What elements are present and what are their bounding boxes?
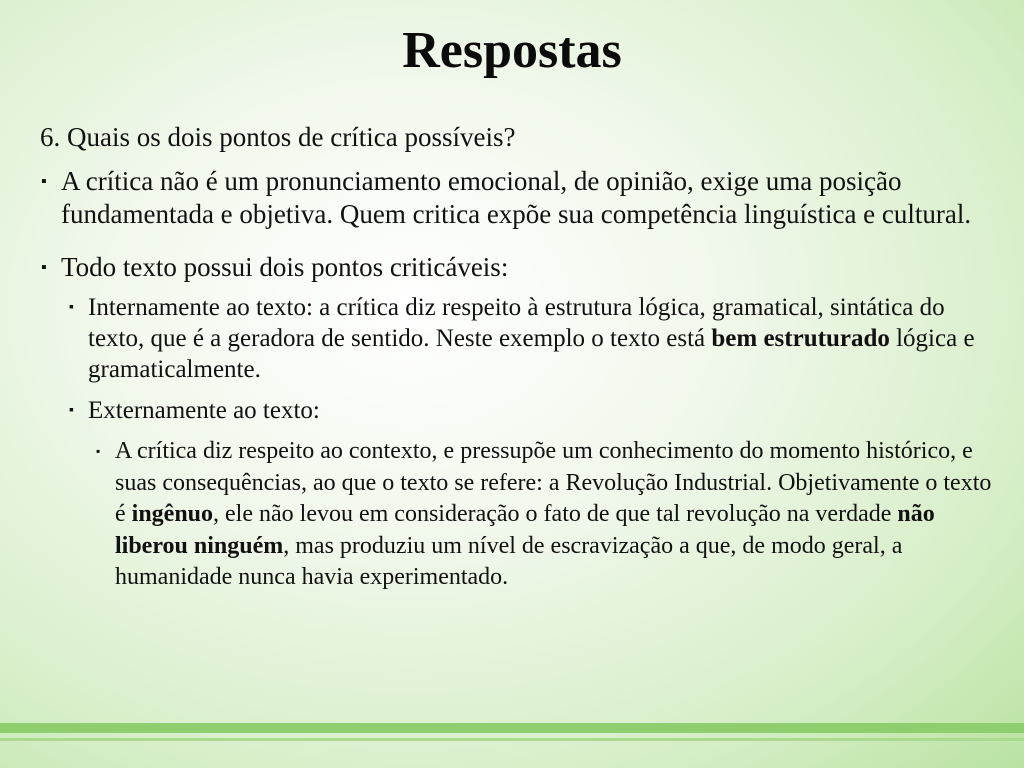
sub-bullet-text: Externamente ao texto: xyxy=(88,397,320,424)
square-bullet-icon: ▪ xyxy=(41,173,47,190)
square-bullet-icon: ▪ xyxy=(41,259,47,276)
slide-content xyxy=(40,120,1000,594)
bullet-text: Todo texto possui dois pontos criticáveis: xyxy=(61,252,509,282)
slide-title: Respostas xyxy=(402,22,622,79)
text-run: , ele não levou em consideração o fato de que tal revolução na verdade xyxy=(213,501,898,527)
bullet-item xyxy=(40,165,1000,231)
square-bullet-icon: ▪ xyxy=(96,444,101,458)
sub-sub-bullet-item xyxy=(93,436,1000,594)
bullet-text: A crítica não é um pronunciamento emocional, de opinião, exige uma posição fundamentada e objetiva. Quem critica expõe sua competência linguística e cultural. xyxy=(61,166,972,229)
bullet-item xyxy=(40,251,1000,284)
bold-text-run: bem estruturado xyxy=(711,325,890,352)
square-bullet-icon: ▪ xyxy=(69,300,74,315)
bold-text-run: não liberou ninguém xyxy=(115,501,935,559)
footer-line xyxy=(0,738,1024,741)
sub-sub-bullet-text xyxy=(115,438,991,590)
footer-band xyxy=(0,723,1024,733)
text-run: Internamente ao texto: a crítica diz respeito à estrutura lógica, gramatical, sintática do texto, que é a geradora de sentido. Neste exemplo o texto está xyxy=(88,294,945,352)
bold-text-run: ingênuo xyxy=(131,501,214,527)
sub-bullet-item xyxy=(67,395,1000,426)
sub-bullet-item xyxy=(67,292,1000,385)
text-run: A crítica diz respeito ao contexto, e pressupõe um conhecimento do momento histórico, e suas consequências, ao que o texto se refere: a Revolução Industrial. Objetivamente o texto é xyxy=(115,438,992,527)
text-run: , mas produziu um nível de escravização a que, de modo geral, a humanidade nunca havia experimentado. xyxy=(115,532,903,590)
text-run: lógica e gramaticalmente. xyxy=(88,325,975,383)
square-bullet-icon: ▪ xyxy=(69,403,74,418)
question-text: 6. Quais os dois pontos de crítica possíveis? xyxy=(40,122,516,152)
sub-bullet-text xyxy=(88,294,975,383)
